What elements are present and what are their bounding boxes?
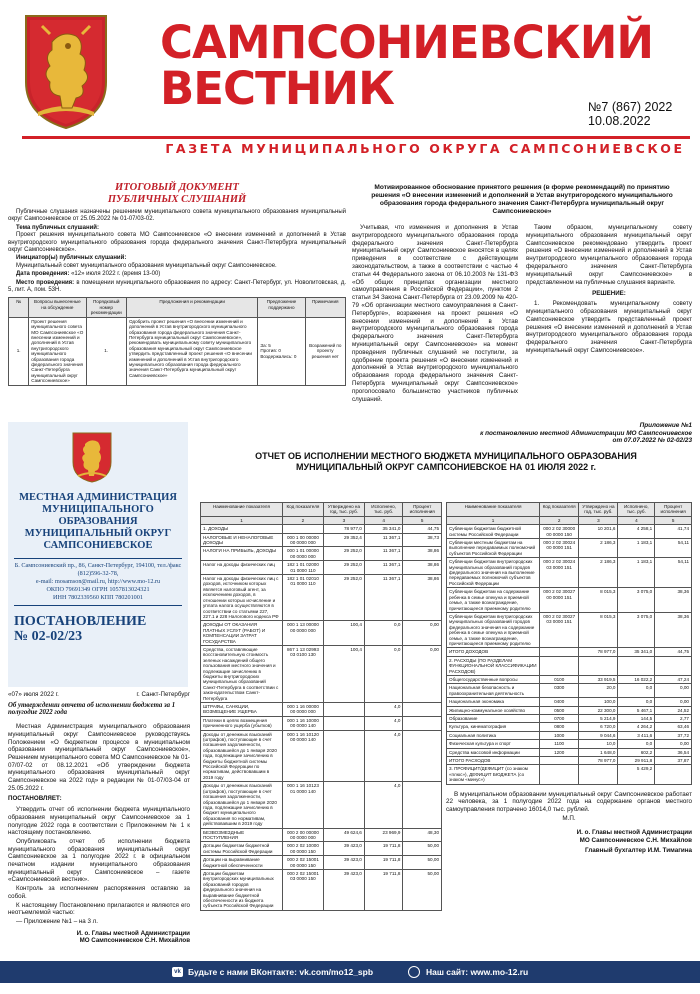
header-divider: [22, 136, 690, 139]
cell-value: 39 423,0: [323, 842, 364, 856]
table-row: [447, 723, 692, 731]
decree-signature: МО Сампсониевское С.Н. Михайлов: [79, 937, 190, 945]
cell-value: [323, 703, 364, 717]
cell-value: 29 252,0: [323, 547, 364, 561]
cell-value: 4,0: [364, 716, 403, 730]
cell-value: 2 186,3: [579, 558, 618, 588]
cell-value: 11 367,1: [364, 561, 403, 575]
cell-value: 4 264,2: [618, 723, 655, 731]
cell-value: [540, 765, 579, 784]
decision-text: 1. Рекомендовать муниципальному совету муниципального образования муниципальный округ Сампсониевское утвердить представленный проект решения «О внесении изменений и дополнений в Устав внутригородского муниципального образования города федерального значения Санкт-Петербурга муниципальный округ Сампсониевское».: [526, 300, 692, 354]
cell-value: 1 648,0: [579, 748, 618, 756]
cell-value: 0,00: [655, 740, 692, 748]
hearing-table: [8, 297, 346, 385]
cell-value: 182 1 01 02000 01 0000 110: [282, 561, 323, 575]
report-note: В муниципальном образовании муниципальный округ Сампсониевское работает 22 человека, за 1 полугодие 2022 года на содержание органов местного самоуправления потрачено 16014,0 тыс. рублей.: [446, 790, 692, 814]
cell-value: 78 977,0: [579, 757, 618, 765]
cell-label: Субвенции бюджетам на содержание ребенка в семье опекуна и приемной семье, а также вознаграждение, причитающееся приемному родителю: [447, 588, 540, 613]
cell-value: 38,86: [403, 561, 442, 575]
cell-value: 3 411,6: [618, 731, 655, 739]
admin-address: Б. Сампсониевский пр., 86, Санкт-Петербург, 194100, тел./факс (812)596-32-78,: [14, 562, 182, 577]
cell-label: Субвенции местным бюджетам на выполнение передаваемых полномочий субъектов Российской Федерации: [447, 539, 540, 558]
table-row: 1. Проект решения муниципального совета МО Сампсониевское «О внесении изменений и дополнений в Устав внутригородского муниципального образования города федерального значения Санкт-Петербурга муниципальный округ Сампсониевское» 1. Одобрить проект решения «О внесении изменений и дополнений в Устав внутригородского муниципального образования города федерального значения Санкт-Петербурга муниципальный округ Сампсониевское», рекомендовать муниципальному совету муниципального образования муниципальный округ Сампсониевское утвердить представленный проект решения «О внесении изменений и дополнений в Устав внутригородского муниципального образования города федерального значения Санкт-Петербурга муниципальный округ Сампсониевское» За: 5 Против: 0 Воздержались: 0 Возражений по проекту решения нет: [9, 317, 346, 385]
decree-paragraph: Местная Администрация муниципального образования муниципальный округ Сампсониевское руководствуясь Положением «О бюджетном процессе в муниципальном образовании муниципальный округ Сампсониевское», Решением муниципального совета МО Сампсониевское № 01-07/07-02 от 08.12.2021 «Об утверждении бюджета муниципального образования муниципальный округ Сампсониевское на 2022 год» в редакции № 01-07/03-04 от 25.05.2022 г.: [8, 723, 190, 792]
cell-value: 11 367,1: [364, 533, 403, 547]
decree-number: № 02-02/23: [14, 629, 83, 644]
cell-value: [618, 656, 655, 675]
cell-value: 63,46: [655, 723, 692, 731]
decree-resolve-heading: ПОСТАНОВЛЯЕТ:: [8, 795, 62, 803]
cell-value: 35 341,0: [364, 525, 403, 533]
cell-label: Национальная безопасность и правоохранительная деятельность: [447, 684, 540, 698]
motivated-title: Мотивированное обоснование принятого решения (в форме рекомендаций) по принятию решения «О внесении изменений и дополнений в Устав внутригородского муниципального образования города федерального значения Санкт-Петербурга муниципальный округ Сампсониевское»: [371, 184, 673, 215]
cell-value: 19 711,8: [364, 856, 403, 870]
cell-value: 11 367,1: [364, 575, 403, 621]
cell-label: Общегосударственные вопросы: [447, 675, 540, 683]
table-header-row: Наименование показателя Код показателя Утверждено на год, тыс. руб. Исполнено, тыс. руб. Процент исполнения: [447, 503, 692, 517]
date-text: «12» июля 2022 г. (время 13-00): [71, 271, 161, 278]
cell-value: 4,0: [364, 730, 403, 782]
cell-label: Образование: [447, 715, 540, 723]
cell-value: 29 911,8: [618, 757, 655, 765]
cell-value: 22 300,0: [579, 706, 618, 714]
initiator-heading: Инициатор(ы) публичных слушаний:: [16, 255, 127, 262]
cell-value: [540, 648, 579, 656]
cell-label: Национальная экономика: [447, 698, 540, 706]
cell-label: Культура, кинематография: [447, 723, 540, 731]
report-table-right: [446, 502, 692, 855]
report-signature: Главный бухгалтер И.М. Тимагина: [585, 847, 692, 855]
cell-value: 3 075,0: [618, 588, 655, 613]
table-row: [201, 547, 442, 561]
appendix-note: Приложение №1 к постановлению местной Администрации МО Сампсониевское от 07.07.2022 № 02-02/23: [480, 422, 692, 445]
cell-value: 29 252,0: [323, 561, 364, 575]
motivated-col1: Учитывая, что изменения и дополнения в Устав внутригородского муниципального образования города федерального значения Санкт-Петербурга муниципальный округ Сампсониевское вносятся в целях приведения в соответствие с действующим законодательством, а также в соответствии с частью 4 статьи 44 Федерального закона от 06.10.2003 № 131-ФЗ «Об общих принципах организации местного самоуправления в Российской Федерации», пунктом 2 статьи 34 Закона Санкт-Петербурга от 23.09.2009 № 420-79 «Об организации местного самоуправления в Санкт-Петербурге», возражения на проект решения «О внесении изменений и дополнений в Устав внутригородского муниципального образования города федерального значения Санкт-Петербурга муниципальный округ Сампсониевское» на момент проведения публичных слушаний не поступили, за одобрение проекта решения «О внесении изменений и дополнений в Устав внутригородского муниципального образования города федерального значения Санкт-Петербурга муниципальный округ Сампсониевское» проголосовало большинство участников публичных слушаний.: [352, 224, 518, 403]
table-header-row: № Вопросы вынесенные на обсуждение Порядковый номер рекомендации Предложения и рекомендации Предложение поддержано Примечания: [9, 298, 346, 317]
footer-vk-link[interactable]: Будьте с нами ВКонтакте: vk.com/mo12_spb: [188, 967, 374, 977]
cell-label: Дотации бюджетам внутригородских муниципальных образований городов федерального значения на выравнивание бюджетной обеспеченности из бюджета субъекта Российской Федерации: [201, 869, 283, 910]
cell-value: 1 183,1: [618, 558, 655, 588]
cell-value: [323, 782, 364, 828]
cell-value: 5 214,9: [579, 715, 618, 723]
cell-value: 100,0: [579, 698, 618, 706]
cell-value: 000 2 02 30027 03 0000 151: [540, 612, 579, 647]
title-line-1: САМПСОНИЕВСКИЙ: [160, 16, 654, 69]
cell-label: БЕЗВОЗМЕЗДНЫЕ ПОСТУПЛЕНИЯ: [201, 828, 283, 842]
cell-value: [579, 765, 618, 784]
cell-value: 38,36: [655, 612, 692, 647]
cell-value: 0300: [540, 684, 579, 698]
masthead: [0, 0, 700, 168]
decree-city: г. Санкт-Петербург: [136, 691, 190, 698]
cell-label: ИТОГО РАСХОДОВ: [447, 757, 540, 765]
cell-label: ДОХОДЫ ОТ ОКАЗАНИЯ ПЛАТНЫХ УСЛУГ (РАБОТ) И КОМПЕНСАЦИИ ЗАТРАТ ГОСУДАРСТВА: [201, 621, 283, 646]
cell-label: Налог на доходы физических лиц: [201, 561, 283, 575]
cell-value: [282, 525, 323, 533]
cell-value: 19 711,8: [364, 842, 403, 856]
table-row: [447, 731, 692, 739]
decree-date: «07» июля 2022 г.: [8, 691, 59, 698]
cell-value: 50,00: [403, 869, 442, 910]
cell-label: Налог на доходы физических лиц с доходов, источником которых является налоговый агент, за исключением доходов, в отношении которых исчисление и уплата налога осуществляются в соответствии со статьями 227, 227.1 и 228 Налогового кодекса РФ: [201, 575, 283, 621]
cell-label: Дотации бюджетам бюджетной системы Российской Федерации: [201, 842, 283, 856]
cell-value: 000 2 02 10000 00 0000 150: [282, 842, 323, 856]
cell-value: 44,75: [655, 648, 692, 656]
cell-value: 000 2 00 00000 00 0000 000: [282, 828, 323, 842]
cell-value: 1 183,1: [618, 539, 655, 558]
decree-paragraph: — Приложение №1 – на 3 л.: [16, 917, 98, 925]
cell-value: [403, 782, 442, 828]
initiator-text: Муниципальный совет муниципального образования муниципальный округ Сампсониевское.: [16, 262, 277, 269]
table-row: [201, 716, 442, 730]
cell-value: 0700: [540, 715, 579, 723]
cell-value: [403, 716, 442, 730]
table-row: [201, 703, 442, 717]
cell-value: 29 252,0: [323, 575, 364, 621]
cell-value: 0,0: [364, 645, 403, 702]
cell-value: 3 075,0: [618, 612, 655, 647]
motivated-article: [352, 184, 692, 404]
cell-value: 37,72: [655, 731, 692, 739]
admin-okpo: ОКПО 79691349 ОГРН 1057813024321: [46, 586, 150, 593]
table-row: [447, 765, 692, 784]
cell-value: 100,4: [323, 621, 364, 646]
date-heading: Дата проведения:: [16, 271, 70, 278]
cell-value: 0,0: [364, 621, 403, 646]
cell-value: 4,0: [364, 703, 403, 717]
cell-value: 0,0: [618, 740, 655, 748]
place-heading: Место проведения:: [16, 279, 75, 286]
cell-value: 50,00: [403, 856, 442, 870]
admin-email: e-mail: mosamson@mail.ru, http://www.mo-12.ru: [35, 578, 161, 585]
table-colnum-row: 1 2 3 4 5: [447, 516, 692, 524]
decree-subject: Об утверждении отчета об исполнении бюджета за 1 полугодие 2022 года: [8, 701, 176, 717]
table-row: [201, 533, 442, 547]
cell-value: 000 2 02 30027 00 0000 151: [540, 588, 579, 613]
cell-label: Доходы от денежных взысканий (штрафов), поступающие в счет погашения задолженности, образовавшейся до 1 января 2020 года, подлежащие зачислению в бюджеты бюджетной системы Российской Федерации по нормативам, действовавшим в 2019 году: [201, 730, 283, 782]
cell-label: Жилищно-коммунальное хозяйство: [447, 706, 540, 714]
decision-heading: РЕШЕНИЕ:: [592, 290, 626, 298]
topic-heading: Тема публичных слушаний:: [16, 224, 99, 231]
cell-value: 41,74: [655, 525, 692, 539]
hearing-title: ИТОГОВЫЙ ДОКУМЕНТ ПУБЛИЧНЫХ СЛУШАНИЙ: [107, 182, 247, 205]
cell-value: 5 467,1: [618, 706, 655, 714]
cell-value: 0,00: [655, 684, 692, 698]
cell-value: 5 429,2: [618, 765, 655, 784]
table-row: [447, 539, 692, 558]
cell-value: 1100: [540, 740, 579, 748]
cell-value: 78 977,0: [323, 525, 364, 533]
cell-label: Средства массовой информации: [447, 748, 540, 756]
cell-value: 29 352,4: [323, 533, 364, 547]
cell-value: 144,5: [618, 715, 655, 723]
table-row: [447, 715, 692, 723]
table-row: [201, 645, 442, 702]
decree-signature: И. о. Главы местной Администрации: [76, 929, 190, 937]
cell-value: 38,73: [403, 533, 442, 547]
decree-title: ПОСТАНОВЛЕНИЕ: [14, 614, 147, 629]
decree-paragraph: Контроль за исполнением распоряжения оставляю за собой.: [8, 885, 190, 900]
cell-value: 38,86: [403, 575, 442, 621]
table-row: [447, 740, 692, 748]
coat-of-arms-icon: [70, 430, 114, 484]
admin-name: МЕСТНАЯ АДМИНИСТРАЦИЯ МУНИЦИПАЛЬНОГО ОБРАЗОВАНИЯ МУНИЦИПАЛЬНЫЙ ОКРУГ САМПСОНИЕВСКОЕ: [19, 492, 177, 551]
table-row: [201, 842, 442, 856]
cell-value: 000 1 16 00000 00 0000 000: [282, 703, 323, 717]
cell-value: 47,24: [655, 675, 692, 683]
cell-value: 48,30: [403, 828, 442, 842]
table-row: [201, 575, 442, 621]
decree-paragraph: Утвердить отчет об исполнении бюджета муниципального образования муниципальный округ Сампсониевское за 1 полугодие 2022 года в соответствии с Приложением № 1 к настоящему постановлению.: [8, 806, 190, 837]
table-row: [447, 648, 692, 656]
cell-value: 602,2: [618, 748, 655, 756]
cell-value: 000 2 02 30024 03 0000 151: [540, 558, 579, 588]
cell-label: ИТОГО ДОХОДОВ: [447, 648, 540, 656]
cell-value: 000 2 02 15001 03 0000 150: [282, 869, 323, 910]
issue-date: 10.08.2022: [588, 114, 651, 128]
table-row: [201, 856, 442, 870]
report-title: ОТЧЕТ ОБ ИСПОЛНЕНИИ МЕСТНОГО БЮДЖЕТА МУНИЦИПАЛЬНОГО ОБРАЗОВАНИЯ МУНИЦИПАЛЬНЫЙ ОКРУГ САМПСОНИЕВСКОЕ НА 01 ИЮЛЯ 2022 г.: [255, 451, 637, 472]
cell-value: 000 2 02 15001 00 0000 150: [282, 856, 323, 870]
cell-value: 33 919,5: [579, 675, 618, 683]
cell-value: 2 186,3: [579, 539, 618, 558]
cell-label: НАЛОГИ НА ПРИБЫЛЬ, ДОХОДЫ: [201, 547, 283, 561]
table-row: [201, 869, 442, 910]
table-colnum-row: 1 2 3 4 5: [201, 516, 442, 524]
cell-value: 000 1 16 10123 01 0000 140: [282, 782, 323, 828]
cell-value: 000 1 01 00000 00 0000 000: [282, 547, 323, 561]
table-row: [447, 525, 692, 539]
decree-paragraph: К настоящему Постановлению прилагаются и являются его неотъемлемой частью:: [8, 901, 190, 917]
cell-value: 2,77: [655, 715, 692, 723]
table-row: [201, 730, 442, 782]
cell-value: [540, 757, 579, 765]
cell-value: 38,36: [655, 588, 692, 613]
cell-value: 182 1 01 02010 01 0000 110: [282, 575, 323, 621]
table-row: [447, 675, 692, 683]
cell-value: 0500: [540, 706, 579, 714]
cell-value: 0400: [540, 698, 579, 706]
cell-value: [323, 716, 364, 730]
admin-inn: ИНН 7802339560 КПП 780201001: [53, 594, 143, 601]
cell-value: 000 1 16 10000 00 0000 140: [282, 716, 323, 730]
cell-value: 0,0: [618, 684, 655, 698]
table-row: [447, 757, 692, 765]
table-row: [201, 621, 442, 646]
cell-value: 39 423,0: [323, 869, 364, 910]
cell-value: 49 624,6: [323, 828, 364, 842]
cell-value: 19 711,8: [364, 869, 403, 910]
cell-value: 1200: [540, 748, 579, 756]
table-row: [447, 684, 692, 698]
hearing-intro: Публичные слушания назначены решением муниципального совета муниципального образования муниципальный округ Сампсониевское от 25.05.2022 № 01-07/03-02.: [8, 209, 346, 223]
title-line-2: ВЕСТНИК: [160, 62, 394, 115]
cell-value: 0,00: [403, 621, 442, 646]
table-row: [447, 698, 692, 706]
cell-value: 000 2 02 30000 00 0000 150: [540, 525, 579, 539]
decree-body: [8, 691, 190, 945]
cell-value: 78 977,0: [579, 648, 618, 656]
table-row: [447, 656, 692, 675]
cell-label: 1. ДОХОДЫ: [201, 525, 283, 533]
cell-label: Физическая культура и спорт: [447, 740, 540, 748]
cell-value: 16 022,2: [618, 675, 655, 683]
footer-bar: [0, 961, 700, 983]
cell-label: Субвенции бюджетам бюджетной системы Российской Федерации: [447, 525, 540, 539]
table-row: [201, 782, 442, 828]
cell-value: 20,0: [579, 684, 618, 698]
cell-value: 54,11: [655, 539, 692, 558]
stamp-place: М.П.: [562, 815, 576, 823]
cell-value: [579, 656, 618, 675]
cell-value: [655, 765, 692, 784]
cell-label: 3. ПРОФИЦИТ/ДЕФИЦИТ (со знаком «плюс»), ДЕФИЦИТ БЮДЖЕТА (со знаком «минус»): [447, 765, 540, 784]
cell-value: 4 258,1: [618, 525, 655, 539]
cell-value: 39 423,0: [323, 856, 364, 870]
issue-number: №7 (867) 2022: [588, 100, 673, 114]
cell-value: 867 1 13 02993 03 0100 130: [282, 645, 323, 702]
cell-value: 0100: [540, 675, 579, 683]
table-row: [447, 706, 692, 714]
cell-value: 8 015,3: [579, 612, 618, 647]
cell-value: 9 044,6: [579, 731, 618, 739]
vk-icon: vk: [172, 967, 183, 977]
newspaper-title: [160, 16, 690, 115]
place-text: в помещении муниципального образования по адресу: Санкт-Петербург, ул. Новолитовская, д. 5, лит. А, пом. 53Н.: [8, 279, 346, 294]
cell-value: 000 1 00 00000 00 0000 000: [282, 533, 323, 547]
cell-value: 24,52: [655, 706, 692, 714]
table-row: [201, 828, 442, 842]
cell-value: 50,00: [403, 842, 442, 856]
newspaper-subtitle: ГАЗЕТА МУНИЦИПАЛЬНОГО ОКРУГА САМПСОНИЕВСКОЕ: [165, 141, 685, 156]
cell-value: 35 341,0: [618, 648, 655, 656]
coat-of-arms-icon: [22, 12, 110, 130]
cell-value: [403, 703, 442, 717]
cell-value: 0,00: [403, 645, 442, 702]
cell-value: 10 201,6: [579, 525, 618, 539]
cell-value: 37,87: [655, 757, 692, 765]
report-table-left: [200, 502, 442, 911]
cell-value: 44,75: [403, 525, 442, 533]
cell-value: 6 720,0: [579, 723, 618, 731]
table-row: [201, 525, 442, 533]
cell-label: Платежи в целях возмещения причиненного ущерба (убытков): [201, 716, 283, 730]
cell-value: [540, 656, 579, 675]
cell-label: Доходы от денежных взысканий (штрафов), поступающие в счет погашения задолженности, образовавшейся до 1 января 2020 года, подлежащие зачислению в бюджет муниципального образования по нормативам, действовавшим в 2019 году: [201, 782, 283, 828]
hearing-article: [8, 182, 346, 386]
table-row: [447, 558, 692, 588]
cell-value: 36,54: [655, 748, 692, 756]
cell-label: 2. РАСХОДЫ (ПО РАЗДЕЛАМ ФУНКЦИОНАЛЬНОЙ КЛАССИФИКАЦИИ РАСХОДОВ): [447, 656, 540, 675]
cell-label: Субвенции бюджетам внутригородских муниципальных образований городов федерального значения на содержание ребенка в семье опекуна и приемной семье, а также вознаграждение, причитающееся приемному родителю: [447, 612, 540, 647]
report-signature: МО Сампсониевское С.Н. Михайлов: [579, 836, 692, 844]
cell-label: ШТРАФЫ, САНКЦИИ, ВОЗМЕЩЕНИЕ УЩЕРБА: [201, 703, 283, 717]
decree-paragraph: Опубликовать отчет об исполнении бюджета муниципального образования муниципальный округ Сампсониевское за 1 полугодие 2022 г. в официальном печатном издании муниципального образования муниципальный округ Сампсониевское – газете «Сампсониевский вестник».: [8, 837, 190, 884]
table-row: [201, 561, 442, 575]
table-row: [447, 748, 692, 756]
cell-label: Средства, составляющие восстановительную стоимость зеленых насаждений общего пользования местного значения и подлежащие зачислению в бюджеты внутригородских муниципальных образований Санкт-Петербурга в соответствии с законодательством Санкт-Петербурга: [201, 645, 283, 702]
cell-value: 000 2 02 30024 00 0000 151: [540, 539, 579, 558]
table-header-row: Наименование показателя Код показателя Утверждено на год, тыс. руб. Исполнено, тыс. руб. Процент исполнения: [201, 503, 442, 517]
cell-value: 23 969,9: [364, 828, 403, 842]
cell-value: [403, 730, 442, 782]
cell-value: 0,00: [655, 698, 692, 706]
table-row: [447, 588, 692, 613]
cell-label: НАЛОГОВЫЕ И НЕНАЛОГОВЫЕ ДОХОДЫ: [201, 533, 283, 547]
cell-value: 1000: [540, 731, 579, 739]
cell-value: 38,86: [403, 547, 442, 561]
cell-value: 4,0: [364, 782, 403, 828]
cell-value: 54,11: [655, 558, 692, 588]
cell-value: [323, 730, 364, 782]
cell-value: 000 1 13 00000 00 0000 000: [282, 621, 323, 646]
cell-label: Социальная политика: [447, 731, 540, 739]
cell-value: 8 015,3: [579, 588, 618, 613]
globe-icon: [408, 966, 420, 978]
cell-value: [655, 656, 692, 675]
issue-info: [588, 100, 698, 128]
report-signature: И. о. Главы местной Администрации: [576, 828, 692, 836]
topic-text: Проект решения муниципального совета МО Сампсониевское «О внесении изменений и дополнений в Устав внутригородского муниципального образования города федерального значения Санкт-Петербурга муниципальный округ Сампсониевское».: [8, 232, 346, 254]
cell-value: 100,4: [323, 645, 364, 702]
cell-value: 000 1 16 10120 00 0000 140: [282, 730, 323, 782]
cell-value: 0800: [540, 723, 579, 731]
table-row: [447, 612, 692, 647]
cell-value: 11 367,1: [364, 547, 403, 561]
footer-site-link[interactable]: Наш сайт: www.mo-12.ru: [426, 967, 529, 977]
cell-label: Дотации на выравнивание бюджетной обеспеченности: [201, 856, 283, 870]
cell-value: 10,0: [579, 740, 618, 748]
cell-label: Субвенции бюджетам внутригородских муниципальных образований городов федерального значения на выполнение передаваемых полномочий субъектов Российской Федерации: [447, 558, 540, 588]
cell-value: 0,0: [618, 698, 655, 706]
motivated-col2: Таким образом, муниципальному совету муниципального образования муниципальный округ Сампсониевское рекомендовано утвердить проект решения «О внесении изменений и дополнений в Устав внутригородского муниципального образования города федерального значения Санкт-Петербурга муниципальный округ Сампсониевское» в представленном на публичные слушания варианте.: [526, 224, 692, 286]
